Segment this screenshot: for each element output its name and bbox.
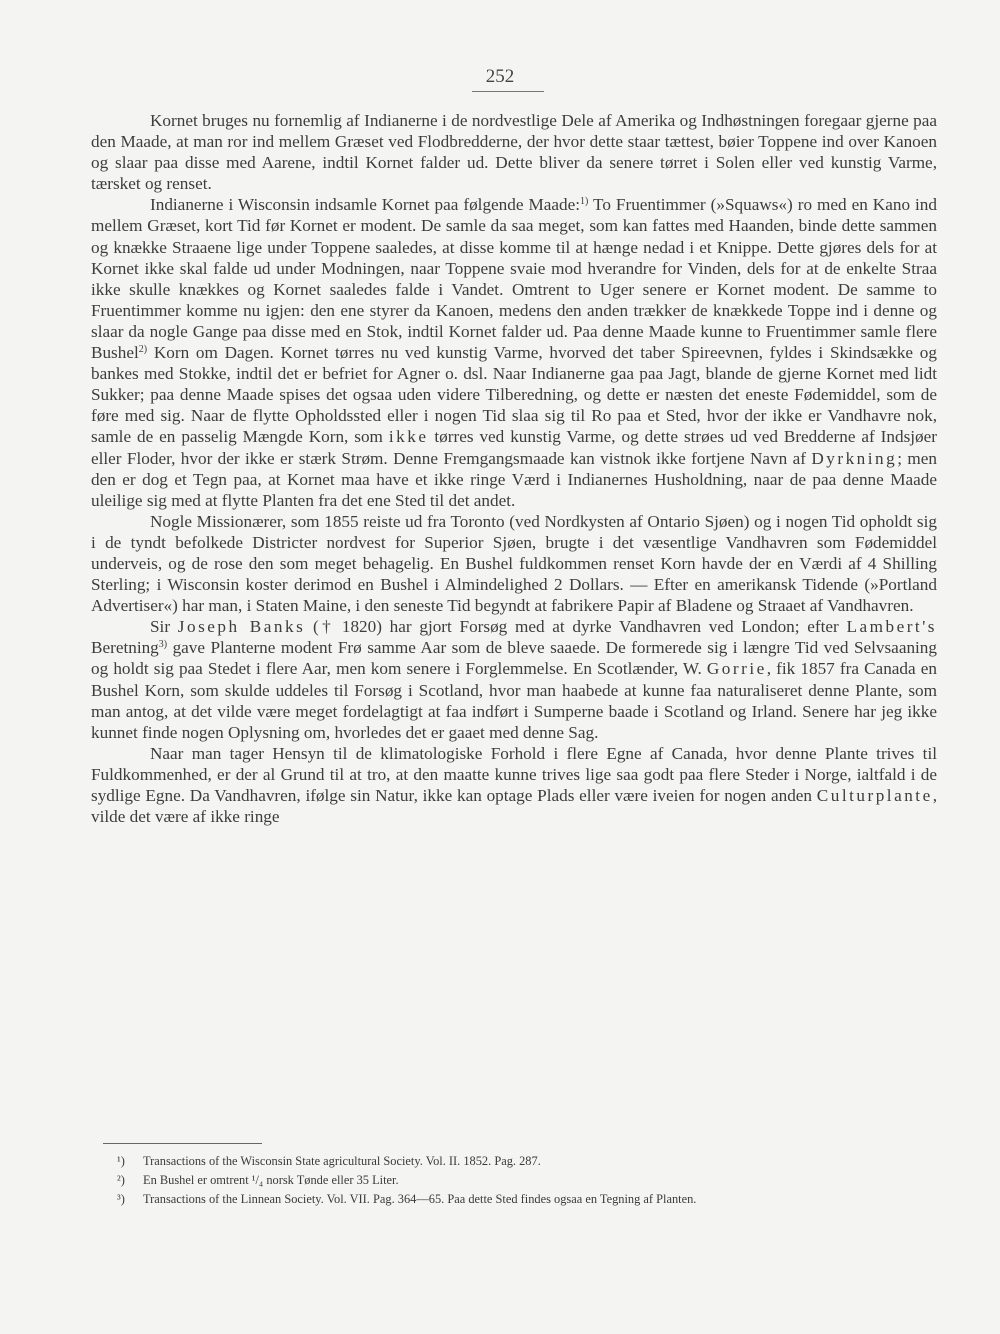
text-run: Indianerne i Wisconsin indsamle Kornet paa følgende Maade: <box>150 195 581 215</box>
text-run: Kornet bruges nu fornemlig af Indianerne i de nordvestlige Dele af Amerika og Indhøstningen foregaar gjerne paa den Maade, at man ror ind mellem Græset ved Flodbredderne, der hvor dette staar tættest, bøier Toppene ind over Kanoen og slaar paa disse med Aarene, indtil Kornet falder ud. Dette bliver da senere tørret i Solen eller ved kunstig Varme, tærsket og renset. <box>91 111 937 194</box>
footnote-ref: 2) <box>138 344 148 356</box>
spaced-text: Joseph Banks <box>177 617 306 637</box>
footnote-mark: ²) <box>117 1173 125 1187</box>
text-run: gave Planterne modent Frø samme Aar som de bleve saaede. De formerede sig i længre Tid ved Selvsaaning og holdt sig paa Stedet i flere Aar, men kom senere i Forglemmelse. En Scotlænder, W. <box>91 638 937 679</box>
page-number-underline <box>472 91 544 92</box>
text-run: tørres ved kunstig Varme, og dette strøes ud ved Bredderne af Indsjøer eller Floder, hvor der ikke er stærk Strøm. Denne Fremgangsmaade kan vistnok ikke fortjene Navn af <box>91 427 937 468</box>
spaced-text: Lambert's <box>846 617 937 637</box>
footnote-divider <box>103 1143 262 1144</box>
footnote-ref: 3) <box>158 639 168 651</box>
text-run: Naar man tager Hensyn til de klimatologiske Forhold i flere Egne af Canada, hvor denne Plante trives til Fuldkommenhed, er der al Grund til at tro, at den maatte kunne trives lige saa godt paa flere Steder i Norge, ialtfald i de sydlige Egne. Da Vandhavren, ifølge sin Natur, ikke kan optage Plads eller være iveien for nogen anden <box>91 743 937 805</box>
spaced-text: Culturplante <box>816 786 933 805</box>
text-run: Beretning <box>91 638 159 658</box>
footnote-mark: ¹) <box>117 1154 125 1168</box>
text-run: Sir <box>150 617 178 637</box>
footnote-text: Transactions of the Linnean Society. Vol. VII. Pag. 364—65. Paa dette Sted findes ogsaa en Tegning af Planten. <box>143 1192 697 1206</box>
text-run: To Fruentimmer (»Squaws«) ro med en Kano ind mellem Græset, kort Tid før Kornet er modent. De samle da saa meget, som kan fattes med Haanden, binde dette sammen og knække Straaene lige under Toppene saaledes, at disse komme til at hænge nedad i et Knippe. Dette gjøres dels for at Kornet ikke skal falde ud under Modningen, naar Toppene svaie mod hverandre for Vinden, dels for at de enkelte Straa ikke skulle knækkes og Kornet saaledes falde i Vandet. Omtrent to Uger senere er Kornet modent. De samme to Fruentimmer komme nu igjen: den ene styrer da Kanoen, medens den anden trækker de knækkede Toppe ind i denne og slaar da nogle Gange paa disse med en Stok, indtil Kornet falder ud. Paa denne Maade kunne to Fruentimmer samle flere Bushel <box>91 195 937 363</box>
spaced-text: Gorrie <box>706 659 767 679</box>
body-text <box>91 110 937 827</box>
text-run: , fik 1857 fra Canada en Bushel Korn, som skulde uddeles til Forsøg i Scotland, hvor man haabede at kunne faa naturaliseret denne Plante, som man antog, at det vilde være meget fordelagtigt at faa indført i Sumperne baade i Scotland og Irland. Senere har jeg ikke kunnet finde nogen Oplysning om, hvorledes det er gaaet med denne Sag. <box>91 659 937 742</box>
paragraph <box>91 110 937 194</box>
text-run: Korn om Dagen. Kornet tørres nu ved kunstig Varme, hvorved det taber Spireevnen, fyldes i Skindsække og bankes med Stokke, indtil det er befriet for Agner o. dsl. Naar Indianerne gaa paa Jagt, blande de gjerne Kornet med lidt Sukker; paa denne Maade spises det ogsaa uden videre Tilberedning, og dette er næsten det eneste Fødemiddel, som de føre med sig. Naar de flytte Opholdssted eller i nogen Tid slaa sig til Ro paa et Sted, hvor der ikke er Vandhavre nok, samle de en passelig Mængde Korn, som <box>91 343 937 447</box>
footnote-ref: 1) <box>580 196 589 208</box>
text-run: ; men den er dog et Tegn paa, at Kornet maa have et ikke ringe Værd i Indianernes Husholdning, naar de paa denne Maade uleilige sig med at flytte Planten fra det ene Sted til det andet. <box>91 448 937 510</box>
footnotes <box>117 1152 957 1209</box>
paragraph <box>91 511 937 616</box>
text-run: († 1820) har gjort Forsøg med at dyrke Vandhavren ved London; efter <box>305 617 847 637</box>
footnote-mark: ³) <box>117 1192 125 1206</box>
footnote-text: Transactions of the Wisconsin State agricultural Society. Vol. II. 1852. Pag. 287. <box>143 1154 541 1168</box>
text-run: , vilde det være af ikke ringe <box>91 786 937 827</box>
spaced-text: Dyrkning <box>811 448 898 468</box>
paragraph <box>91 194 937 510</box>
footnote-text: En Bushel er omtrent ¹/₄ norsk Tønde eller 35 Liter. <box>143 1173 399 1187</box>
footnote <box>117 1190 957 1209</box>
text-run: Nogle Missionærer, som 1855 reiste ud fra Toronto (ved Nordkysten af Ontario Sjøen) og i nogen Tid opholdt sig i de tyndt befolkede Districter nordvest for Superior Sjøen, brugte i det væsentlige Vandhavren som Fødemiddel underveis, og de rose den som meget behagelig. En Bushel fuldkommen renset Korn havde der en Værdi af 4 Shilling Sterling; i Wisconsin koster derimod en Bushel i Almindelighed 2 Dollars. — Efter en amerikansk Tidende (»Portland Advertiser«) har man, i Staten Maine, i den seneste Tid begyndt at fabrikere Papir af Bladene og Straaet af Vandhavren. <box>91 511 937 616</box>
footnote <box>117 1171 957 1190</box>
paragraph <box>91 616 937 743</box>
paragraph <box>91 743 937 827</box>
spaced-text: ikke <box>388 427 429 447</box>
footnote <box>117 1152 957 1171</box>
page-number: 252 <box>485 66 515 87</box>
